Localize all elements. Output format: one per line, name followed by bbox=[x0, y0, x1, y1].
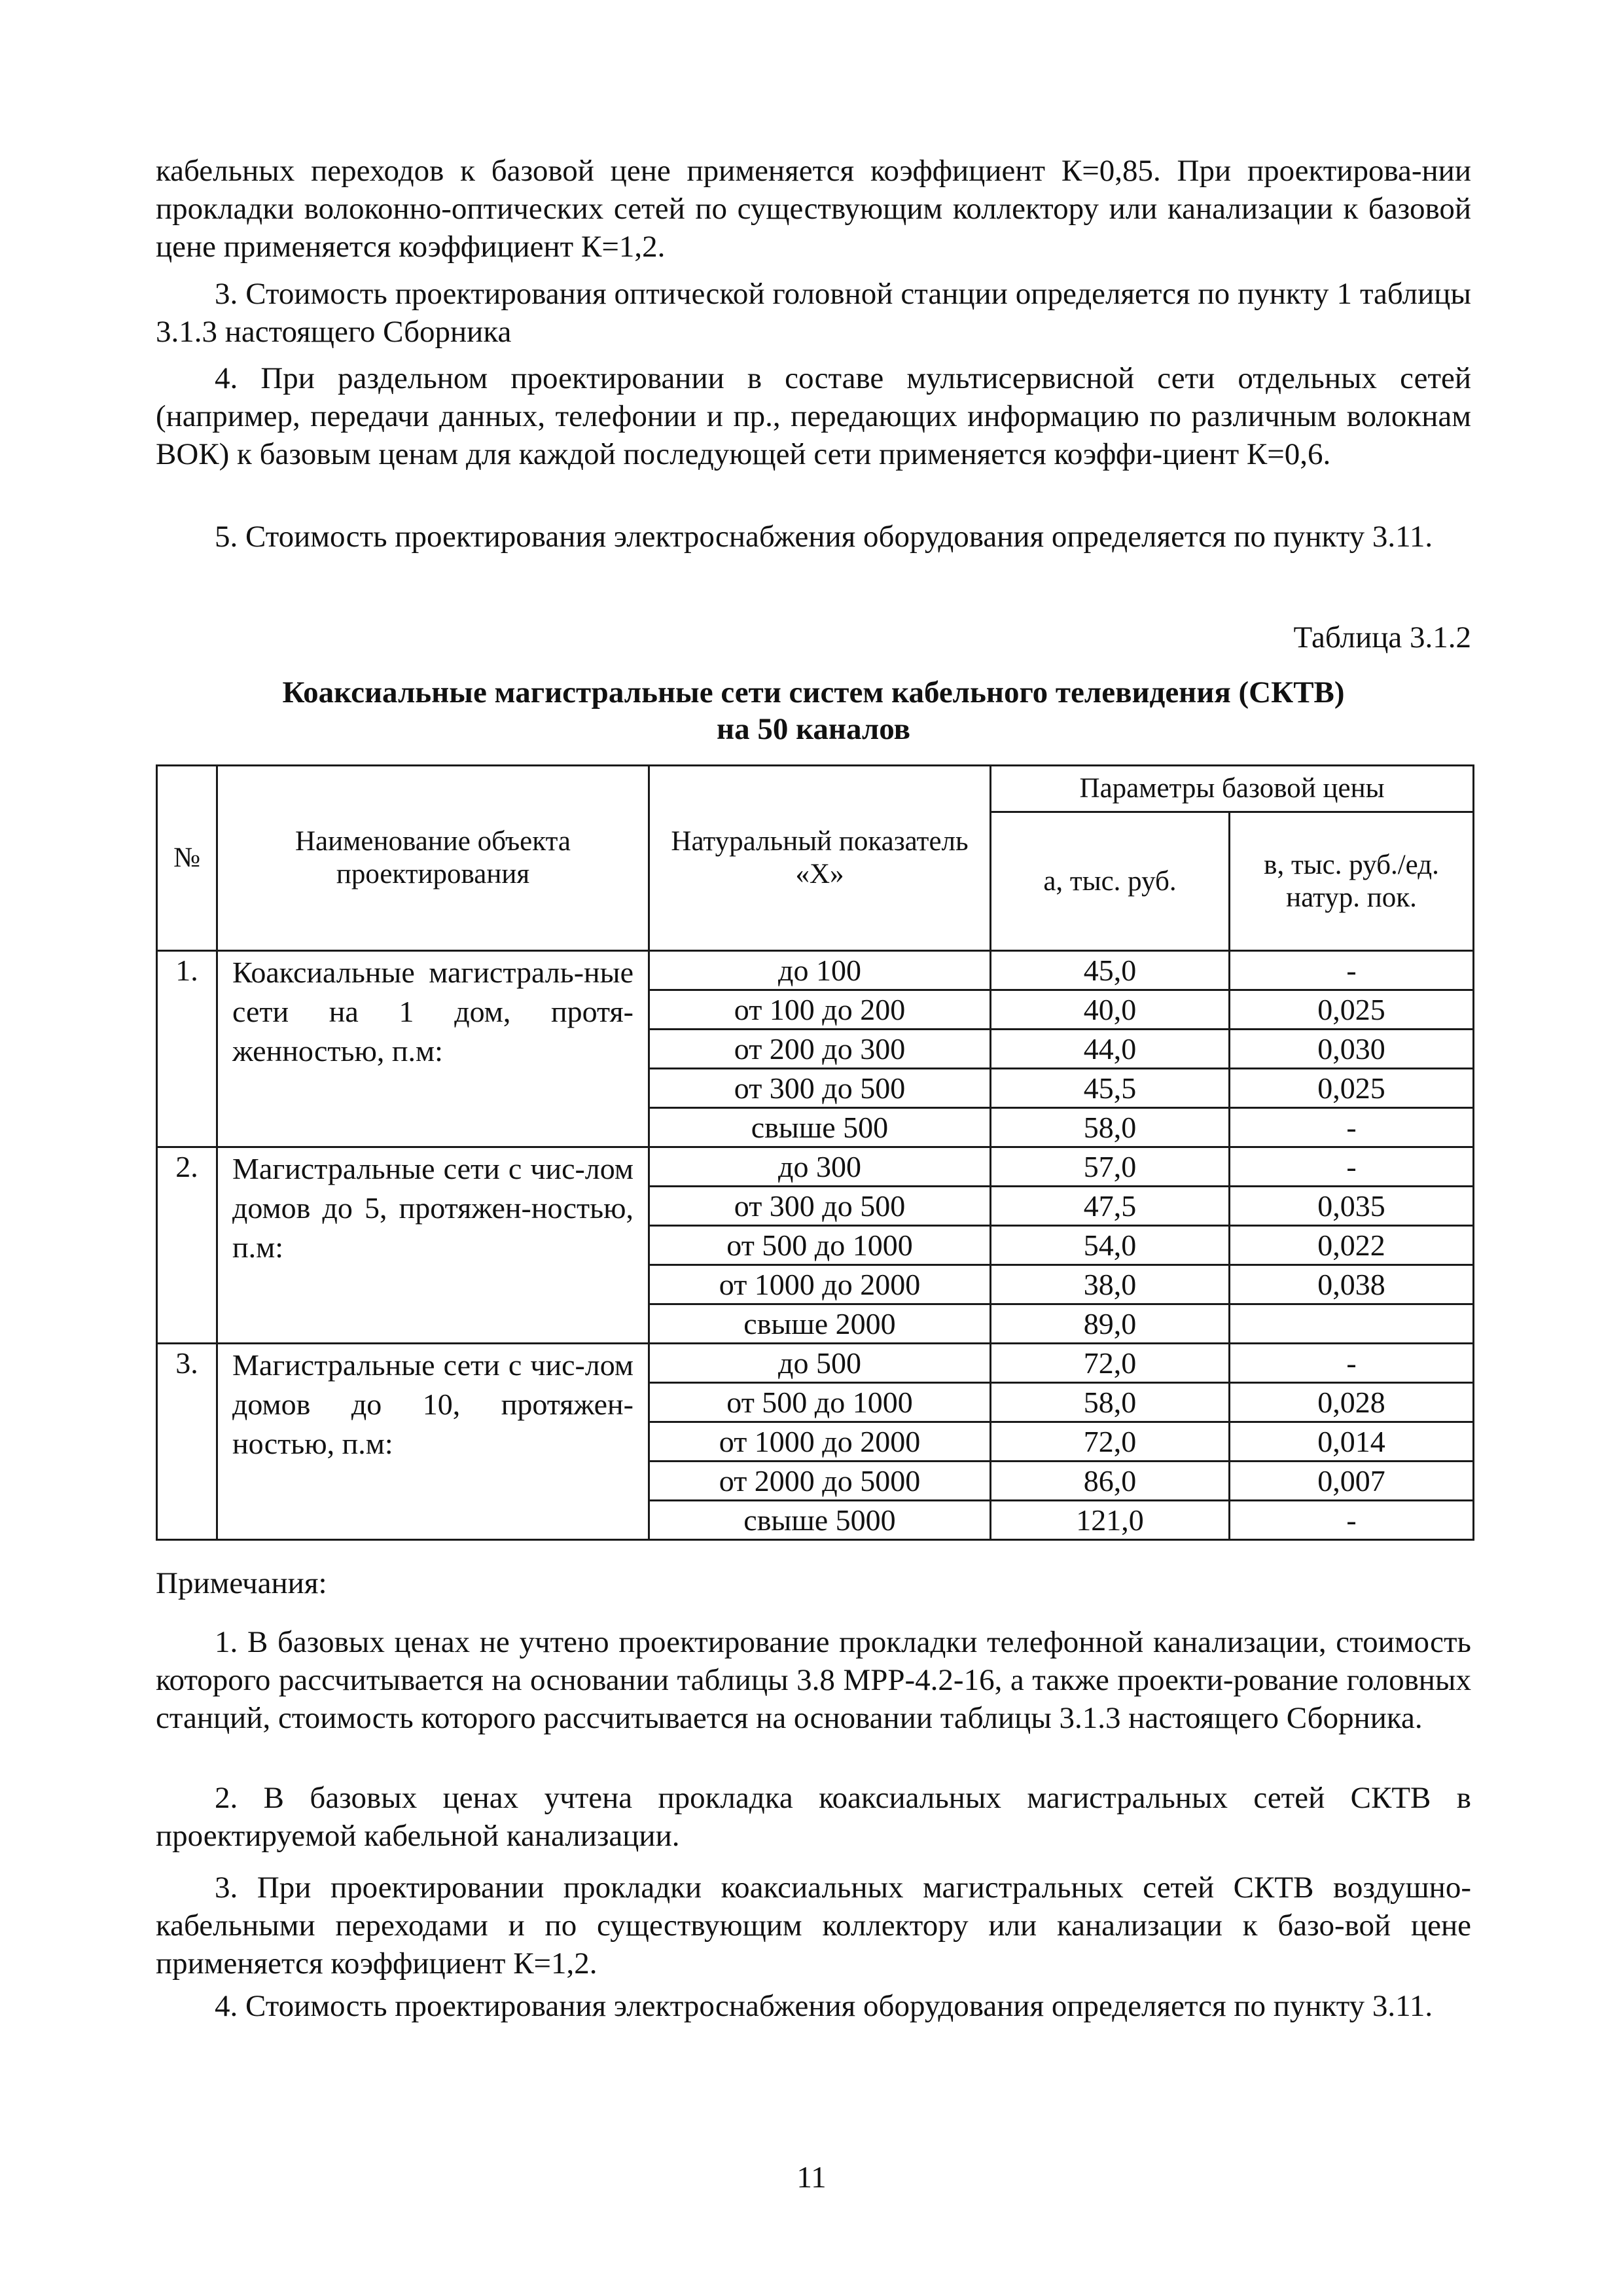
row-number: 1. bbox=[157, 951, 217, 1147]
param-a-cell: 72,0 bbox=[991, 1344, 1230, 1383]
notes-heading: Примечания: bbox=[156, 1566, 327, 1600]
header-base-price-params: Параметры базовой цены bbox=[991, 766, 1474, 812]
table-header bbox=[157, 766, 1474, 951]
param-b-cell: 0,014 bbox=[1230, 1422, 1474, 1462]
price-table bbox=[156, 764, 1474, 1541]
note-2 bbox=[156, 1779, 1471, 1855]
page-number: 11 bbox=[796, 2161, 827, 2195]
natural-indicator-cell: от 200 до 300 bbox=[649, 1030, 991, 1069]
natural-indicator-cell: от 300 до 500 bbox=[649, 1187, 991, 1226]
param-a-cell: 40,0 bbox=[991, 990, 1230, 1030]
param-a-cell: 58,0 bbox=[991, 1108, 1230, 1147]
intro-paragraph-4-line bbox=[156, 518, 1471, 556]
param-b-cell bbox=[1230, 1304, 1474, 1344]
natural-indicator-cell: свыше 2000 bbox=[649, 1304, 991, 1344]
natural-indicator-cell: от 1000 до 2000 bbox=[649, 1265, 991, 1304]
natural-indicator-cell: свыше 500 bbox=[649, 1108, 991, 1147]
table-row bbox=[157, 1344, 1474, 1383]
param-b-cell: 0,025 bbox=[1230, 1069, 1474, 1108]
intro-paragraph-2-text: 3. Стоимость проектирования оптической головной станции определяется по пункту 1 таблицы 3.1.3 настоящего Сборника bbox=[156, 277, 1471, 349]
natural-indicator-cell: от 300 до 500 bbox=[649, 1069, 991, 1108]
intro-paragraph-4-text: 5. Стоимость проектирования электроснабжения оборудования определяется по пункту 3.11. bbox=[215, 520, 1433, 554]
param-a-cell: 45,5 bbox=[991, 1069, 1230, 1108]
param-a-cell: 47,5 bbox=[991, 1187, 1230, 1226]
param-b-cell: - bbox=[1230, 951, 1474, 990]
table-label: Таблица 3.1.2 bbox=[1293, 620, 1471, 655]
natural-indicator-cell: от 1000 до 2000 bbox=[649, 1422, 991, 1462]
table-row bbox=[157, 951, 1474, 990]
row-number: 2. bbox=[157, 1147, 217, 1344]
param-b-cell: 0,025 bbox=[1230, 990, 1474, 1030]
note-3 bbox=[156, 1869, 1471, 1982]
param-a-cell: 89,0 bbox=[991, 1304, 1230, 1344]
param-a-cell: 38,0 bbox=[991, 1265, 1230, 1304]
intro-paragraph-1 bbox=[156, 152, 1471, 266]
param-a-cell: 44,0 bbox=[991, 1030, 1230, 1069]
header-param-a: а, тыс. руб. bbox=[991, 812, 1230, 951]
natural-indicator-cell: от 500 до 1000 bbox=[649, 1226, 991, 1265]
object-name-cell: Коаксиальные магистраль-ные сети на 1 дом, протя-женностью, п.м: bbox=[217, 951, 649, 1147]
param-a-cell: 121,0 bbox=[991, 1501, 1230, 1540]
param-a-cell: 86,0 bbox=[991, 1462, 1230, 1501]
param-b-cell: 0,028 bbox=[1230, 1383, 1474, 1422]
object-name-cell: Магистральные сети с чис-лом домов до 10, протяжен-ностью, п.м: bbox=[217, 1344, 649, 1540]
param-a-cell: 58,0 bbox=[991, 1383, 1230, 1422]
note-1-line bbox=[156, 1623, 1471, 1737]
object-name-cell: Магистральные сети с чис-лом домов до 5, протяжен-ностью, п.м: bbox=[217, 1147, 649, 1344]
note-4-text: 4. Стоимость проектирования электроснабжения оборудования определяется по пункту 3.11. bbox=[215, 1989, 1433, 2023]
table-title bbox=[156, 674, 1471, 747]
param-b-cell: - bbox=[1230, 1344, 1474, 1383]
note-4-line bbox=[156, 1987, 1471, 2025]
intro-paragraph-4 bbox=[156, 518, 1471, 556]
note-2-line bbox=[156, 1779, 1471, 1855]
intro-paragraph-3-text: 4. При раздельном проектировании в составе мультисервисной сети отдельных сетей (например, передачи данных, телефонии и пр., передающих информацию по различным волокнам ВОК) к базовым ценам для каждой последующей сети применяется коэффи-циент К=0,6. bbox=[156, 361, 1471, 471]
param-b-cell: - bbox=[1230, 1501, 1474, 1540]
natural-indicator-cell: от 100 до 200 bbox=[649, 990, 991, 1030]
param-b-cell: 0,022 bbox=[1230, 1226, 1474, 1265]
param-a-cell: 72,0 bbox=[991, 1422, 1230, 1462]
natural-indicator-cell: от 500 до 1000 bbox=[649, 1383, 991, 1422]
note-1-text: 1. В базовых ценах не учтено проектирование прокладки телефонной канализации, стоимость которого рассчитывается на основании таблицы 3.8 МРР-4.2-16, а также проекти-рование головных станций, стоимость которого рассчитывается на основании таблицы 3.1.3 настоящего Сборника. bbox=[156, 1625, 1471, 1735]
note-4 bbox=[156, 1987, 1471, 2025]
table-title-line-1: Коаксиальные магистральные сети систем кабельного телевидения (СКТВ) bbox=[282, 675, 1345, 709]
header-param-b: в, тыс. руб./ед. натур. пок. bbox=[1230, 812, 1474, 951]
natural-indicator-cell: свыше 5000 bbox=[649, 1501, 991, 1540]
natural-indicator-cell: до 300 bbox=[649, 1147, 991, 1187]
natural-indicator-cell: до 500 bbox=[649, 1344, 991, 1383]
note-3-text: 3. При проектировании прокладки коаксиальных магистральных сетей СКТВ воздушно-кабельными переходами и по существующим коллектору или канализации к базо-вой цене применяется коэффициент К=1,2. bbox=[156, 1871, 1471, 1981]
param-b-cell: - bbox=[1230, 1108, 1474, 1147]
note-1 bbox=[156, 1623, 1471, 1737]
intro-paragraph-1-text: кабельных переходов к базовой цене применяется коэффициент К=0,85. При проектирова-нии прокладки волоконно-оптических сетей по существующим коллектору или канализации к базовой цене применяется коэффициент К=1,2. bbox=[156, 154, 1471, 264]
table-body bbox=[157, 951, 1474, 1540]
param-a-cell: 57,0 bbox=[991, 1147, 1230, 1187]
row-number: 3. bbox=[157, 1344, 217, 1540]
param-a-cell: 54,0 bbox=[991, 1226, 1230, 1265]
intro-paragraph-2-line bbox=[156, 275, 1471, 351]
table-title-line-2: на 50 каналов bbox=[716, 712, 911, 746]
param-a-cell: 45,0 bbox=[991, 951, 1230, 990]
param-b-cell: 0,035 bbox=[1230, 1187, 1474, 1226]
header-number: № bbox=[157, 766, 217, 951]
param-b-cell: 0,038 bbox=[1230, 1265, 1474, 1304]
table-row bbox=[157, 1147, 1474, 1187]
param-b-cell: 0,030 bbox=[1230, 1030, 1474, 1069]
intro-paragraph-3 bbox=[156, 359, 1471, 473]
natural-indicator-cell: до 100 bbox=[649, 951, 991, 990]
note-3-line bbox=[156, 1869, 1471, 1982]
intro-paragraph-2 bbox=[156, 275, 1471, 351]
header-natural-indicator: Натуральный показатель «X» bbox=[649, 766, 991, 951]
header-row-1 bbox=[157, 766, 1474, 812]
intro-paragraph-3-line bbox=[156, 359, 1471, 473]
natural-indicator-cell: от 2000 до 5000 bbox=[649, 1462, 991, 1501]
header-object-name: Наименование объекта проектирования bbox=[217, 766, 649, 951]
note-2-text: 2. В базовых ценах учтена прокладка коаксиальных магистральных сетей СКТВ в проектируемой кабельной канализации. bbox=[156, 1781, 1471, 1853]
param-b-cell: - bbox=[1230, 1147, 1474, 1187]
param-b-cell: 0,007 bbox=[1230, 1462, 1474, 1501]
